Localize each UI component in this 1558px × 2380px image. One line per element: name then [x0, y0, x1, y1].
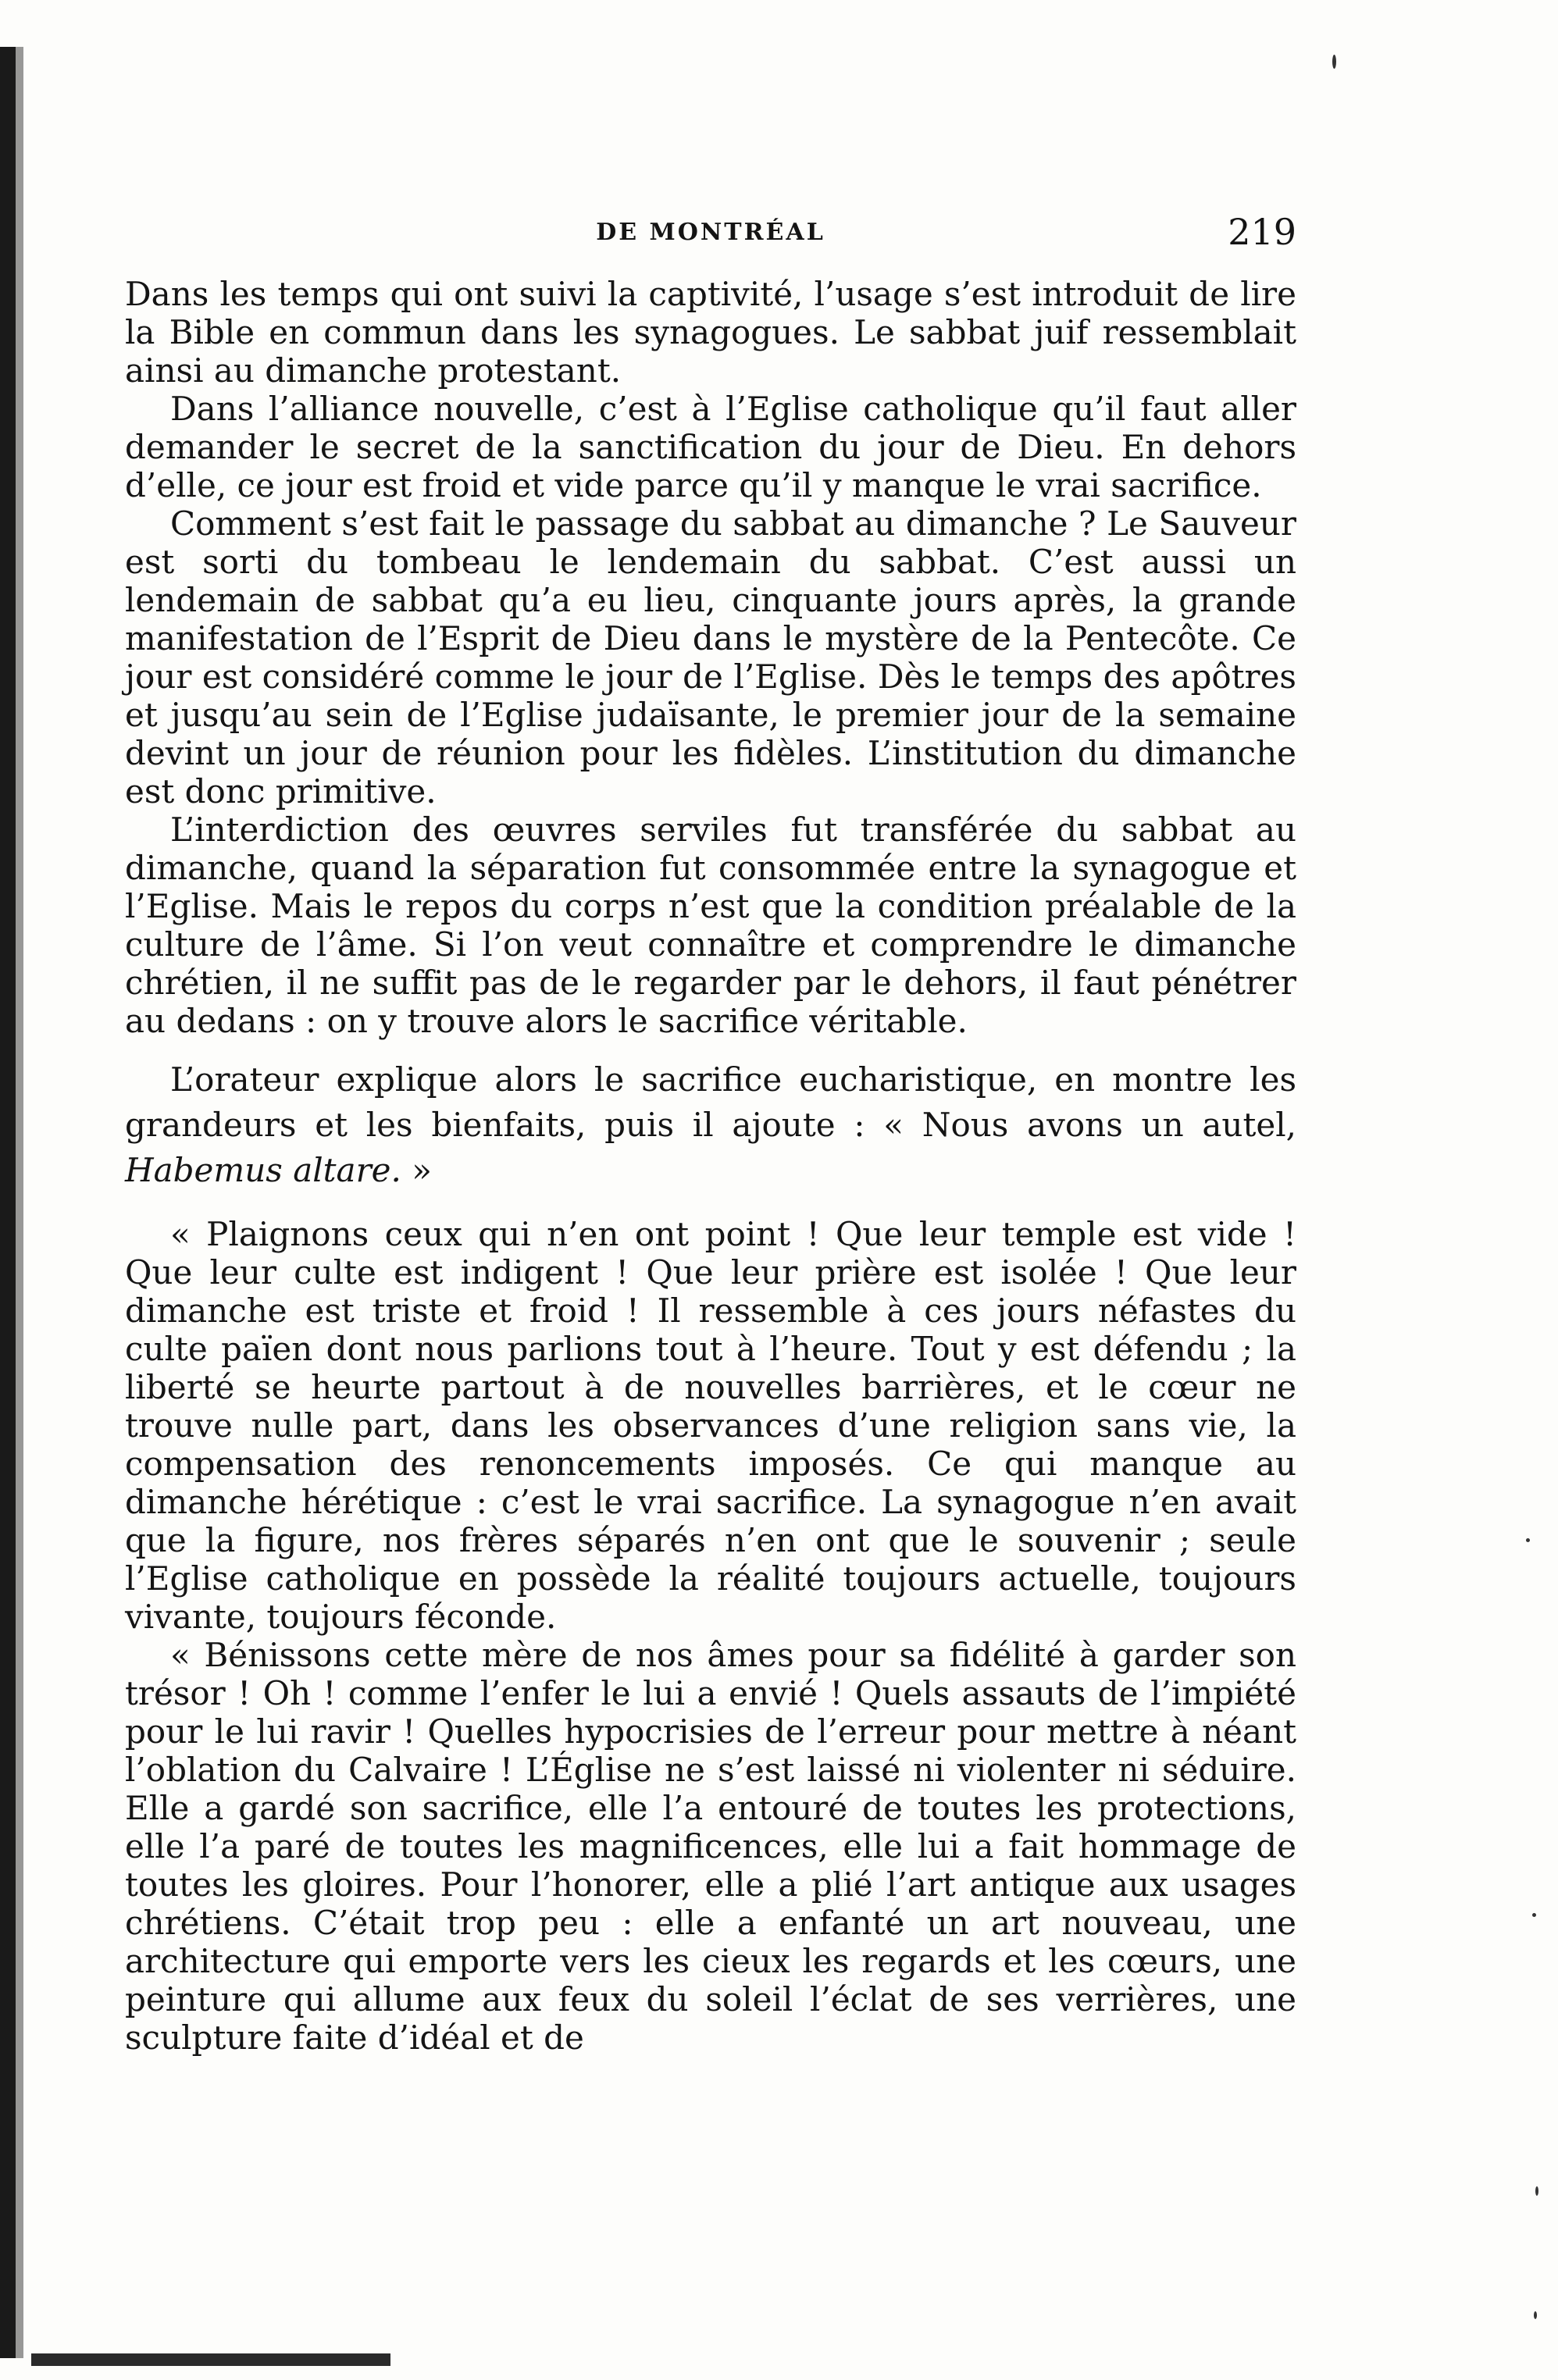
scan-speck	[1332, 55, 1336, 69]
paragraph: Dans les temps qui ont suivi la captivité, l’usage s’est introduit de lire la Bible en commun dans les synagogues. Le sabbat juif ressemblait ainsi au dimanche protestant.	[125, 275, 1296, 390]
paragraph: L’interdiction des œuvres serviles fut transférée du sabbat au dimanche, quand la séparation fut consommée entre la synagogue et l’Eglise. Mais le repos du corps n’est que la condition préalable de la culture de l’âme. Si l’on veut connaître et comprendre le dimanche chrétien, il ne suffit pas de le regarder par le dehors, il faut pénétrer au dedans : on y trouve alors le sacrifice véritable.	[125, 811, 1296, 1040]
scan-bottom-mark	[31, 2353, 390, 2366]
narrative-text: L’orateur explique alors le sacrifice eucharistique, en montre les grandeurs et les bienfaits, puis il ajoute : « Nous avons un autel,	[125, 1060, 1296, 1144]
page-number: 219	[1228, 211, 1296, 253]
running-head-title: DE MONTRÉAL	[596, 219, 825, 246]
scan-binding-shadow	[16, 47, 23, 2358]
scan-speck	[1535, 2186, 1538, 2196]
scan-speck	[1534, 2311, 1537, 2319]
scan-speck	[1526, 1538, 1530, 1542]
book-page	[125, 211, 1296, 2057]
quote-paragraph: « Plaignons ceux qui n’en ont point ! Que leur temple est vide ! Que leur culte est indigent ! Que leur prière est isolée ! Que leur dimanche est triste et froid ! Il ressemble à ces jours néfastes du culte païen dont nous parlions tout à l’heure. Tout y est défendu ; la liberté se heurte partout à de nouvelles barrières, et le cœur ne trouve nulle part, dans les observances d’une religion sans vie, la compensation des renoncements imposés. Ce qui manque au dimanche hérétique : c’est le vrai sacrifice. La synagogue n’en avait que la figure, nos frères séparés n’en ont que le souvenir ; seule l’Eglise catholique en possède la réalité toujours actuelle, toujours vivante, toujours féconde.	[125, 1215, 1296, 1636]
paragraph: Comment s’est fait le passage du sabbat au dimanche ? Le Sauveur est sorti du tombeau le lendemain du sabbat. C’est aussi un lendemain de sabbat qu’a eu lieu, cinquante jours après, la grande manifestation de l’Esprit de Dieu dans le mystère de la Pentecôte. Ce jour est considéré comme le jour de l’Eglise. Dès le temps des apôtres et jusqu’au sein de l’Eglise judaïsante, le premier jour de la semaine devint un jour de réunion pour les fidèles. L’institution du dimanche est donc primitive.	[125, 504, 1296, 811]
paragraph: Dans l’alliance nouvelle, c’est à l’Eglise catholique qu’il faut aller demander le secret de la sanctification du jour de Dieu. En dehors d’elle, ce jour est froid et vide parce qu’il y manque le vrai sacrifice.	[125, 390, 1296, 504]
quote-close: »	[412, 1151, 432, 1189]
narrative-paragraph	[125, 1057, 1296, 1193]
scan-binding-edge	[0, 47, 16, 2358]
quote-paragraph: « Bénissons cette mère de nos âmes pour sa fidélité à garder son trésor ! Oh ! comme l’enfer le lui a envié ! Quels assauts de l’impiété pour le lui ravir ! Quelles hypocrisies de l’erreur pour mettre à néant l’oblation du Calvaire ! L’Église ne s’est laissé ni violenter ni séduire. Elle a gardé son sacrifice, elle l’a entouré de toutes les protections, elle l’a paré de toutes les magnificences, elle lui a fait hommage de toutes les gloires. Pour l’honorer, elle a plié l’art antique aux usages chrétiens. C’était trop peu : elle a enfanté un art nouveau, une architecture qui emporte vers les cieux les regards et les cœurs, une peinture qui allume aux feux du soleil l’éclat de ses verrières, une sculpture faite d’idéal et de	[125, 1636, 1296, 2057]
scan-speck	[1532, 1913, 1536, 1917]
running-head	[125, 211, 1296, 265]
latin-phrase: Habemus altare.	[125, 1151, 401, 1189]
